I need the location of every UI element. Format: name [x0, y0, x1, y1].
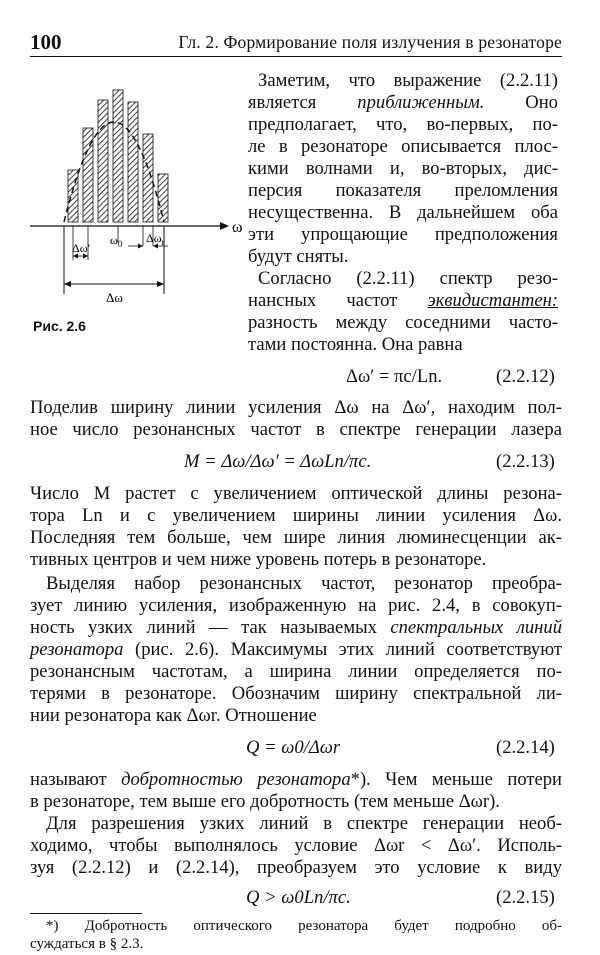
- footnote-line: *) Добротность оптического резонатора будет подробно об-: [46, 918, 562, 934]
- text-line: предполагает, что, во-первых, по-: [248, 114, 558, 135]
- text-line: будут сняты.: [248, 246, 349, 267]
- text-line: ное число резонансных частот в спектре генерации лазера: [30, 419, 562, 440]
- equation-number: (2.2.13): [496, 451, 555, 472]
- spectral-line: [68, 170, 78, 222]
- figure-resonator-spectral-lines: [28, 62, 243, 334]
- text-line: резонансным частотам, а ширина линии определяется по-: [30, 661, 562, 682]
- figure-caption: Рис. 2.6: [33, 318, 86, 334]
- spectral-line: [113, 90, 123, 222]
- page-number: 100: [30, 30, 62, 54]
- equation-2-2-14: Q = ω0/Δωr: [246, 737, 341, 758]
- spectral-line: [143, 134, 153, 222]
- text-line: тивных центров и чем ниже уровень потерь в резонаторе.: [30, 549, 487, 570]
- delta-omega-label: Δω: [106, 290, 123, 305]
- text-line: эти упрощающие предположения: [248, 224, 558, 245]
- omega-axis-arrow: [220, 222, 229, 230]
- text-line: Число M растет с увеличением оптической длины резона-: [30, 483, 562, 504]
- text-line: Для разрешения узких линий в спектре генерации необ-: [46, 813, 562, 834]
- text-line: является приближенным. Оно: [248, 92, 558, 113]
- equation-number: (2.2.15): [496, 887, 555, 908]
- text-line: Согласно (2.2.11) спектр резо-: [258, 268, 558, 289]
- text-line: персия показателя преломления: [248, 180, 558, 201]
- text-line: нансных частот эквидистантен:: [248, 290, 558, 311]
- text-line: Поделив ширину линии усиления Δω на Δω′, находим пол-: [30, 397, 562, 418]
- equation-2-2-15: Q > ω0Ln/πc.: [246, 887, 351, 908]
- text-line: терями в резонаторе. Обозначим ширину спектральной ли-: [30, 683, 562, 704]
- text-line: нии резонатора как Δωr. Отношение: [30, 705, 317, 726]
- footnote-line: суждаться в § 2.3.: [30, 936, 144, 952]
- text-line: зуя (2.2.12) и (2.2.14), преобразуем это условие к виду: [30, 857, 562, 878]
- delta-omega-r-label: $\Delta\omega_r$: [146, 231, 165, 247]
- text-line: в резонаторе, тем выше его добротность (тем меньше Δωr).: [30, 791, 500, 812]
- text-line: разность между соседними часто-: [248, 312, 558, 333]
- delta-omega-prime-label: Δω′: [72, 241, 91, 255]
- omega-axis-label: ω: [232, 219, 243, 236]
- text-line: ле в резонаторе описывается плос-: [248, 136, 558, 157]
- equation-number: (2.2.14): [496, 737, 555, 758]
- running-header: [30, 30, 562, 57]
- spectral-line: [128, 102, 138, 222]
- text-line: Заметим, что выражение (2.2.11): [258, 70, 558, 91]
- text-line: тами постоянна. Она равна: [248, 334, 463, 355]
- spectral-line: [83, 128, 93, 222]
- equation-2-2-12: Δω′ = πc/Ln.: [346, 366, 443, 387]
- spectral-line: [98, 100, 108, 222]
- text-line: несущественна. В дальнейшем оба: [248, 202, 558, 223]
- text-line: зует линию усиления, изображенную на рис. 2.4, в совокуп-: [30, 595, 562, 616]
- text-line: ходимо, чтобы выполнялось условие Δωr < Δω′. Исполь-: [30, 835, 562, 856]
- text-line: ность узких линий — так называемых спектральных линий: [30, 617, 562, 638]
- running-title: Гл. 2. Формирование поля излучения в резонаторе: [178, 32, 562, 52]
- spectral-line: [158, 174, 168, 222]
- text-line: резонатора (рис. 2.6). Максимумы этих линий соответствуют: [30, 639, 562, 660]
- text-line: тора Ln и с увеличением ширины линии усиления Δω.: [30, 505, 562, 526]
- omega0-label: $\omega_0$: [110, 233, 123, 249]
- footnote-rule: [30, 913, 142, 914]
- text-line: Последняя тем больше, чем шире линия люминесценции ак-: [30, 527, 562, 548]
- equation-2-2-13: M = Δω/Δω′ = ΔωLn/πc.: [184, 451, 372, 472]
- text-line: Выделяя набор резонансных частот, резонатор преобра-: [46, 573, 562, 594]
- text-line: кими волнами и, во-вторых, дис-: [248, 158, 558, 179]
- equation-number: (2.2.12): [496, 366, 555, 387]
- text-line: называют добротностью резонатора*). Чем меньше потери: [30, 769, 563, 790]
